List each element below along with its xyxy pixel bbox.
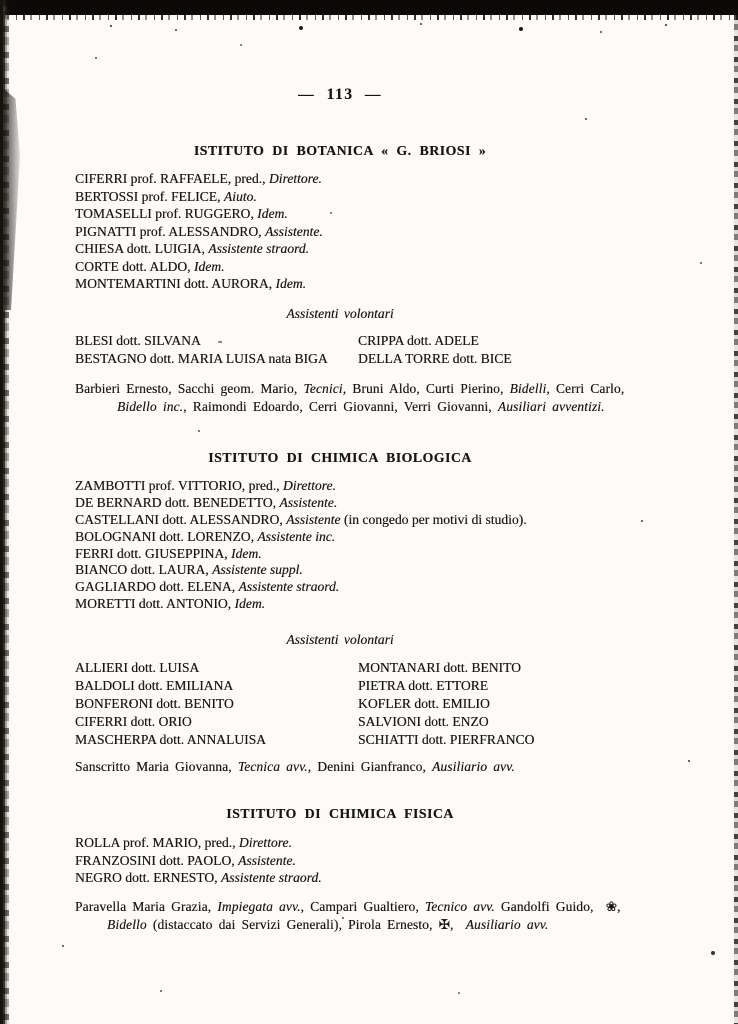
- volunteer-name: ALLIERI dott. LUISA: [75, 660, 200, 675]
- volunteers-chimica-biologica: [75, 659, 534, 749]
- page-number: — 113 —: [298, 86, 382, 103]
- staff-list-chimica-biologica: [75, 478, 527, 613]
- staff-line: MONTEMARTINI dott. AURORA, Idem.: [75, 276, 307, 291]
- note-line: Bidello (distaccato dai Servizi Generali), Pirola Ernesto, ✠, Ausiliario avv.: [107, 916, 549, 932]
- volunteers-left-column: [75, 332, 358, 368]
- staff-list-botanica: [75, 170, 323, 293]
- scan-artifact-left-blotch: [5, 90, 20, 310]
- volunteers-right-column: [358, 332, 512, 368]
- volunteers-left-column: [75, 659, 358, 749]
- staff-line: ROLLA prof. MARIO, pred., Direttore.: [75, 835, 292, 850]
- scan-noise: [0, 0, 2, 2]
- volunteer-name: BLESI dott. SILVANA -: [75, 333, 223, 348]
- volunteer-name: SALVIONI dott. ENZO: [358, 714, 489, 729]
- staff-line: NEGRO dott. ERNESTO, Assistente straord.: [75, 870, 322, 885]
- subheading-assistenti-volontari: Assistenti volontari: [286, 632, 394, 647]
- volunteer-name: KOFLER dott. EMILIO: [358, 696, 490, 711]
- volunteer-name: DELLA TORRE dott. BICE: [358, 351, 512, 366]
- staff-list-chimica-fisica: [75, 834, 322, 887]
- scan-artifact-top-edge: [0, 0, 738, 15]
- note-line: Sanscritto Maria Giovanna, Tecnica avv., Denini Gianfranco, Ausiliario avv.: [75, 759, 515, 774]
- staff-line: CHIESA dott. LUIGIA, Assistente straord.: [75, 241, 309, 256]
- volunteer-name: PIETRA dott. ETTORE: [358, 678, 489, 693]
- volunteers-botanica: [75, 332, 512, 368]
- note-line: Bidello inc., Raimondi Edoardo, Cerri Giovanni, Verri Giovanni, Ausiliari avventizi.: [117, 398, 605, 414]
- staff-line: CORTE dott. ALDO, Idem.: [75, 258, 225, 274]
- volunteer-name: SCHIATTI dott. PIERFRANCO: [358, 732, 535, 747]
- staff-line: ZAMBOTTI prof. VITTORIO, pred., Direttore.: [75, 478, 336, 493]
- staff-line: BERTOSSI prof. FELICE, Aiuto.: [75, 188, 257, 204]
- staff-line: PIGNATTI prof. ALESSANDRO, Assistente.: [75, 223, 323, 239]
- staff-line: CASTELLANI dott. ALESSANDRO, Assistente (in congedo per motivi di studio).: [75, 511, 527, 527]
- staff-line: GAGLIARDO dott. ELENA, Assistente straord.: [75, 579, 340, 595]
- staff-line: FERRI dott. GIUSEPPINA, Idem.: [75, 545, 262, 561]
- volunteers-right-column: [358, 659, 534, 749]
- note-line: Barbieri Ernesto, Sacchi geom. Mario, Tecnici, Bruni Aldo, Curti Pierino, Bidelli, Cerri Carlo,: [75, 381, 625, 396]
- section-title-chimica-biologica: ISTITUTO DI CHIMICA BIOLOGICA: [208, 450, 472, 465]
- note-line: Paravella Maria Grazia, Impiegata avv., Campari Gualtiero, Tecnico avv. Gandolfi Guido, ❀,: [75, 899, 621, 914]
- staff-line: FRANZOSINI dott. PAOLO, Assistente.: [75, 852, 296, 868]
- volunteer-name: CRIPPA dott. ADELE: [358, 333, 479, 348]
- section-title-chimica-fisica: ISTITUTO DI CHIMICA FISICA: [226, 806, 454, 821]
- volunteer-name: CIFERRI dott. ORIO: [75, 714, 192, 729]
- staff-line: CIFERRI prof. RAFFAELE, pred., Direttore.: [75, 171, 322, 186]
- subheading-assistenti-volontari: Assistenti volontari: [286, 306, 394, 321]
- volunteer-name: BESTAGNO dott. MARIA LUISA nata BIGA: [75, 351, 328, 366]
- support-staff-note-chimica-biologica: [75, 758, 650, 776]
- staff-line: BIANCO dott. LAURA, Assistente suppl.: [75, 562, 303, 578]
- support-staff-note-botanica: [75, 380, 650, 415]
- staff-line: MORETTI dott. ANTONIO, Idem.: [75, 596, 266, 612]
- staff-line: BOLOGNANI dott. LORENZO, Assistente inc.: [75, 528, 336, 544]
- support-staff-note-chimica-fisica: [75, 898, 650, 933]
- volunteer-name: MONTANARI dott. BENITO: [358, 660, 521, 675]
- volunteer-name: BALDOLI dott. EMILIANA: [75, 678, 234, 693]
- volunteer-name: BONFERONI dott. BENITO: [75, 696, 234, 711]
- volunteer-name: MASCHERPA dott. ANNALUISA: [75, 732, 266, 747]
- staff-line: TOMASELLI prof. RUGGERO, Idem.: [75, 206, 288, 221]
- scan-artifact-right-edge: [734, 15, 738, 1024]
- section-title-botanica: ISTITUTO DI BOTANICA « G. BRIOSI »: [193, 143, 487, 158]
- staff-line: DE BERNARD dott. BENEDETTO, Assistente.: [75, 494, 338, 510]
